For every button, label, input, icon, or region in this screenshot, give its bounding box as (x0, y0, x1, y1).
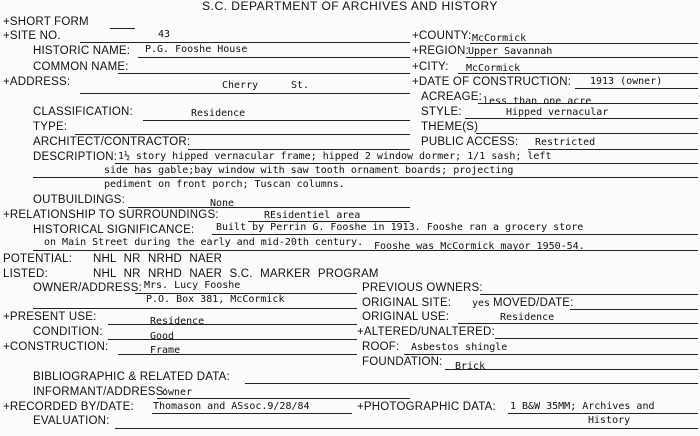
description-line1-value[interactable]: 1½ story hipped vernacular frame; hipped 2 window dormer; 1/1 sash; left (118, 151, 552, 162)
significance-line2-rule (33, 250, 698, 251)
short-form-label: +SHORT FORM (3, 16, 89, 28)
condition-value[interactable]: Good (150, 331, 175, 342)
moved-date-line (570, 309, 698, 310)
acreage-line (478, 103, 698, 104)
acreage-label: ACREAGE: (421, 91, 483, 103)
acreage-value[interactable]: less than one acre (483, 96, 592, 107)
historic-name-line (138, 57, 410, 58)
condition-line (108, 339, 357, 340)
date-of-construction-value[interactable]: 1913 (owner) (590, 76, 663, 87)
roof-label: ROOF: (362, 341, 400, 353)
recorded-by-label: +RECORDED BY/DATE: (3, 401, 134, 413)
site-no-value[interactable]: 43 (158, 29, 171, 40)
recorded-by-value[interactable]: Thomason and ASsoc.9/28/84 (153, 401, 310, 412)
outbuildings-line (128, 207, 410, 208)
region-value[interactable]: Upper Savannah (468, 46, 553, 57)
description-label: DESCRIPTION: (33, 151, 118, 163)
significance-line2-value[interactable]: on Main Street during the early and mid-20th century. (44, 237, 364, 248)
classification-line (143, 120, 410, 121)
altered-label: +ALTERED/UNALTERED: (357, 326, 495, 338)
original-use-line (458, 323, 698, 324)
significance-line1-value[interactable]: Built by Perrin G. Fooshe in 1913. Fooshe ran a grocery store (216, 222, 584, 233)
foundation-label: FOUNDATION: (362, 356, 443, 368)
informant-label: INFORMANT/ADDRESS: (33, 386, 167, 398)
county-line (470, 43, 698, 44)
city-value[interactable]: McCormick (466, 63, 521, 74)
county-label: +COUNTY: (412, 30, 472, 42)
roof-value[interactable]: Asbestos shingle (411, 342, 508, 353)
original-use-label: ORIGINAL USE: (362, 311, 450, 323)
historic-name-value[interactable]: P.G. Fooshe House (145, 44, 248, 55)
listed-label: LISTED: (3, 268, 48, 280)
original-site-value[interactable]: yes (472, 298, 491, 309)
recorded-by-line (152, 413, 352, 414)
moved-date-label: MOVED/DATE: (493, 297, 574, 309)
construction-label: +CONSTRUCTION: (3, 341, 109, 353)
date-of-construction-label: +DATE OF CONSTRUCTION: (412, 76, 572, 88)
style-label: STYLE: (421, 106, 462, 118)
foundation-line (445, 369, 698, 370)
public-access-label: PUBLIC ACCESS: (421, 136, 519, 148)
roof-line (404, 354, 698, 355)
description-line3-value[interactable]: pediment on front porch; Tuscan columns. (104, 179, 345, 190)
bibliographic-line (245, 383, 698, 384)
city-label: +CITY: (412, 61, 449, 73)
potential-options[interactable]: NHL NR NRHD NAER (93, 253, 223, 265)
evaluation-line (115, 428, 698, 429)
owner-line2-value[interactable]: P.O. Box 381, McCormick (146, 294, 285, 305)
outbuildings-label: OUTBUILDINGS: (33, 194, 126, 206)
form-header: S.C. DEPARTMENT OF ARCHIVES AND HISTORY (202, 0, 498, 13)
county-value[interactable]: McCormick (472, 33, 527, 44)
historic-name-label: HISTORIC NAME: (33, 45, 131, 57)
date-of-construction-line (575, 88, 698, 89)
owner-line1-value[interactable]: Mrs. Lucy Fooshe (144, 280, 241, 291)
photographic-line1-value[interactable]: 1 B&W 35MM; Archives and (510, 401, 655, 412)
photographic-line2-value[interactable]: History (588, 415, 631, 426)
site-no-label: +SITE NO. (3, 30, 61, 42)
construction-line (118, 354, 357, 355)
relationship-label: +RELATIONSHIP TO SURROUNDINGS: (3, 209, 219, 221)
present-use-value[interactable]: Residence (150, 316, 205, 327)
previous-owners-line (480, 294, 698, 295)
original-use-value[interactable]: Residence (500, 312, 555, 323)
previous-owners-label: PREVIOUS OWNERS: (362, 282, 483, 294)
public-access-line (528, 149, 698, 150)
altered-line (495, 338, 698, 339)
listed-options[interactable]: NHL NR NRHD NAER S.C. MARKER PROGRAM (93, 268, 379, 280)
theme-label: THEME(S) (421, 121, 479, 133)
owner-address-label: OWNER/ADDRESS: (33, 282, 142, 294)
description-line1-rule (115, 163, 698, 164)
description-line2-value[interactable]: side has gable;bay window with saw tooth ornament boards; projecting (104, 165, 514, 176)
public-access-value[interactable]: Restricted (535, 137, 596, 148)
present-use-label: +PRESENT USE: (3, 311, 97, 323)
address-label: +ADDRESS: (3, 76, 71, 88)
architect-line (188, 149, 410, 150)
architect-label: ARCHITECT/CONTRACTOR: (33, 136, 191, 148)
photographic-line1-rule (508, 413, 698, 414)
address-street-value[interactable]: Cherry (222, 80, 259, 91)
address-suffix-value[interactable]: St. (291, 80, 310, 91)
potential-label: POTENTIAL: (3, 253, 73, 265)
present-use-line (108, 324, 357, 325)
type-label: TYPE: (33, 121, 68, 133)
city-line (458, 73, 698, 74)
historical-significance-label: HISTORICAL SIGNIFICANCE: (33, 224, 195, 236)
theme-line (476, 133, 698, 134)
significance-line1-rule (212, 234, 698, 235)
common-name-label: COMMON NAME: (33, 61, 129, 73)
style-value[interactable]: Hipped vernacular (506, 107, 609, 118)
outbuildings-value[interactable]: None (210, 198, 235, 209)
photographic-label: +PHOTOGRAPHIC DATA: (357, 401, 496, 413)
address-line (80, 93, 410, 94)
informant-line (157, 398, 410, 399)
original-site-label: ORIGINAL SITE: (362, 297, 452, 309)
site-no-line (80, 42, 410, 43)
classification-label: CLASSIFICATION: (33, 106, 133, 118)
short-form-line (110, 28, 135, 29)
common-name-line (118, 73, 410, 74)
region-label: +REGION: (412, 45, 469, 57)
style-line (465, 118, 698, 119)
foundation-value[interactable]: Brick (455, 361, 486, 372)
region-line (466, 57, 698, 58)
classification-value[interactable]: Residence (191, 108, 246, 119)
significance-line3-value[interactable]: Fooshe was McCormick mayor 1950-54. (374, 241, 585, 252)
description-line2-rule (33, 177, 698, 178)
construction-value[interactable]: Frame (150, 345, 181, 356)
bibliographic-label: BIBLIOGRAPHIC & RELATED DATA: (33, 371, 230, 383)
owner-line2-rule (33, 308, 357, 309)
relationship-value[interactable]: REsidentiel area (264, 210, 361, 221)
evaluation-label: EVALUATION: (33, 415, 110, 427)
informant-value[interactable]: owner (162, 387, 193, 398)
type-line (75, 134, 410, 135)
condition-label: CONDITION: (33, 326, 103, 338)
